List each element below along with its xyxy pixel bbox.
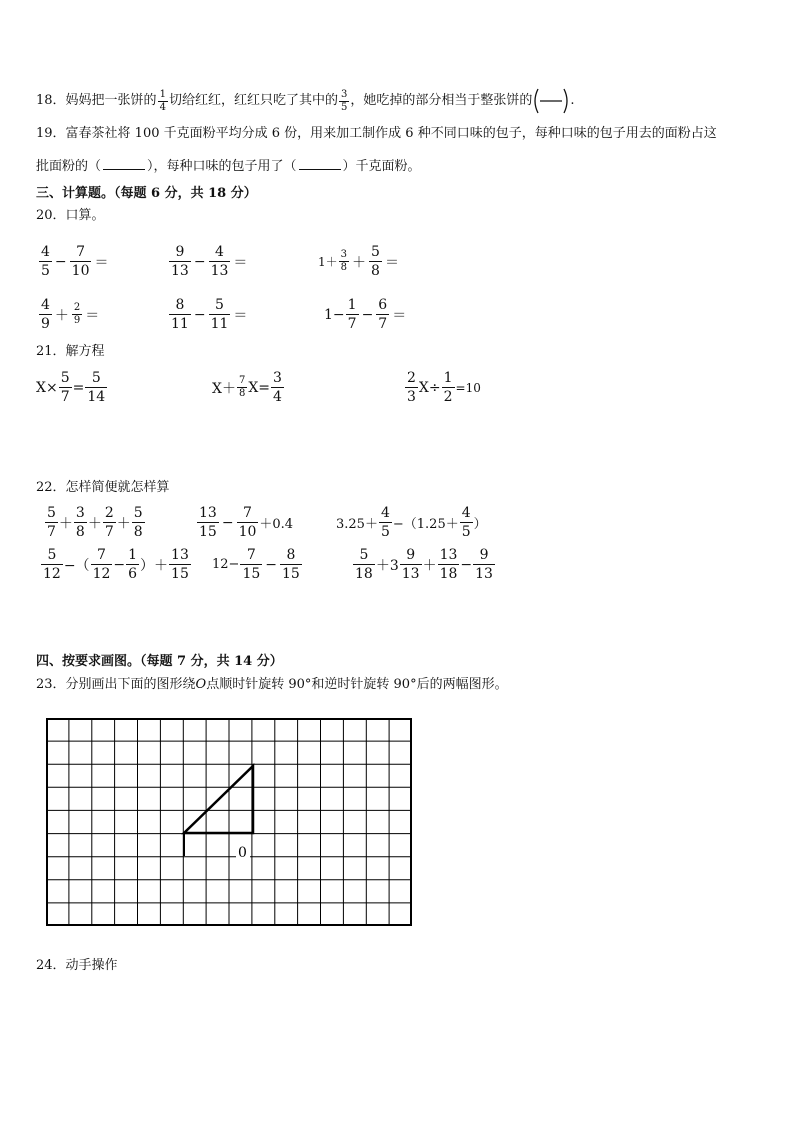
q20-expr-3: 1＋ $\frac{3}{8}$ ＋ $\frac{5}{8}$ ＝ bbox=[318, 244, 399, 279]
q21-equation-3: $\frac{2}{3}$ X÷ $\frac{1}{2}$ =10 bbox=[407, 370, 481, 405]
q23-prompt bbox=[36, 677, 508, 693]
drawing-grid[interactable] bbox=[46, 718, 412, 926]
q22-title: 22．怎样简便就怎样算 bbox=[36, 480, 170, 495]
q18-fraction-1: $\frac{1}{4}$ bbox=[159, 88, 166, 113]
q20-expr-5: $\frac{8}{11}$ − $\frac{5}{11}$ ＝ bbox=[171, 297, 248, 332]
q22-expr-6: $\frac{5}{18}$ ＋3 $\frac{9}{13}$ ＋ $\frac{13}{18}$ − $\frac{9}{13}$ bbox=[355, 547, 493, 582]
q22-expr-5: 12− $\frac{7}{15}$ − $\frac{8}{15}$ bbox=[212, 547, 300, 582]
question-18 bbox=[36, 88, 574, 114]
q19-text-c: ）千克面粉。 bbox=[342, 159, 421, 174]
triangle-shape bbox=[184, 766, 253, 833]
answer-blank-paren[interactable] bbox=[532, 88, 570, 114]
q24-title: 24．动手操作 bbox=[36, 958, 118, 973]
q23-point-o: O bbox=[195, 677, 207, 692]
q22-expr-2: $\frac{13}{15}$ − $\frac{7}{10}$ ＋0.4 bbox=[199, 505, 294, 540]
q20-expr-4: $\frac{4}{9}$ ＋ $\frac{2}{9}$ ＝ bbox=[41, 297, 100, 332]
q19-text-a: 批面粉的（ bbox=[36, 159, 102, 174]
q21-equation-2: X＋ $\frac{7}{8}$ X= $\frac{3}{4}$ bbox=[212, 370, 282, 405]
q20-expr-2: $\frac{9}{13}$ − $\frac{4}{13}$ ＝ bbox=[171, 244, 248, 279]
q20-title: 20．口算。 bbox=[36, 208, 105, 223]
q20-expr-1: $\frac{4}{5}$ − $\frac{7}{10}$ ＝ bbox=[41, 244, 109, 279]
q23-text-1: 23．分别画出下面的图形绕 bbox=[36, 677, 196, 692]
point-o-label: 0 bbox=[238, 845, 247, 861]
q18-fraction-2: $\frac{3}{5}$ bbox=[340, 88, 348, 113]
q21-equation-1: X× $\frac{5}{7}$ = $\frac{5}{14}$ bbox=[36, 370, 106, 405]
question-19-line-1: 19．富春茶社将 100 千克面粉平均分成 6 份，用来加工制作成 6 种不同口味的包子，每种口味的包子用去的面粉占这 bbox=[36, 126, 717, 141]
q22-expr-4: $\frac{5}{12}$ −（ $\frac{7}{12}$ − $\frac{1}{6}$ ）＋ $\frac{13}{15}$ bbox=[43, 547, 189, 582]
grid-svg bbox=[46, 718, 412, 926]
answer-blank-1[interactable] bbox=[103, 157, 145, 170]
q19-text-b: ），每种口味的包子用了（ bbox=[147, 159, 297, 174]
q23-text-2: 点顺时针旋转 90°和逆时针旋转 90°后的两幅图形。 bbox=[206, 677, 508, 692]
section-4-heading: 四、按要求画图。（每题 7 分，共 14 分） bbox=[36, 654, 283, 669]
q21-title: 21．解方程 bbox=[36, 344, 105, 359]
q18-text-4: . bbox=[570, 93, 575, 108]
question-19-line-2 bbox=[36, 157, 421, 175]
q18-text-3: ，她吃掉的部分相当于整张饼的 bbox=[350, 93, 533, 108]
q18-number: 18． bbox=[36, 93, 66, 108]
q18-text-1: 妈妈把一张饼的 bbox=[65, 93, 157, 108]
q18-text-2: 切给红红，红红只吃了其中的 bbox=[168, 93, 338, 108]
q22-expr-1: $\frac{5}{7}$ ＋ $\frac{3}{8}$ ＋ $\frac{2}{7}$ ＋ $\frac{5}{8}$ bbox=[47, 505, 143, 540]
q20-expr-6: 1− $\frac{1}{7}$ − $\frac{6}{7}$ ＝ bbox=[324, 297, 407, 332]
section-3-heading: 三、计算题。（每题 6 分，共 18 分） bbox=[36, 186, 257, 201]
q22-expr-3: 3.25＋ $\frac{4}{5}$ −（1.25＋ $\frac{4}{5}$ ） bbox=[336, 505, 487, 540]
answer-blank-2[interactable] bbox=[299, 157, 341, 170]
